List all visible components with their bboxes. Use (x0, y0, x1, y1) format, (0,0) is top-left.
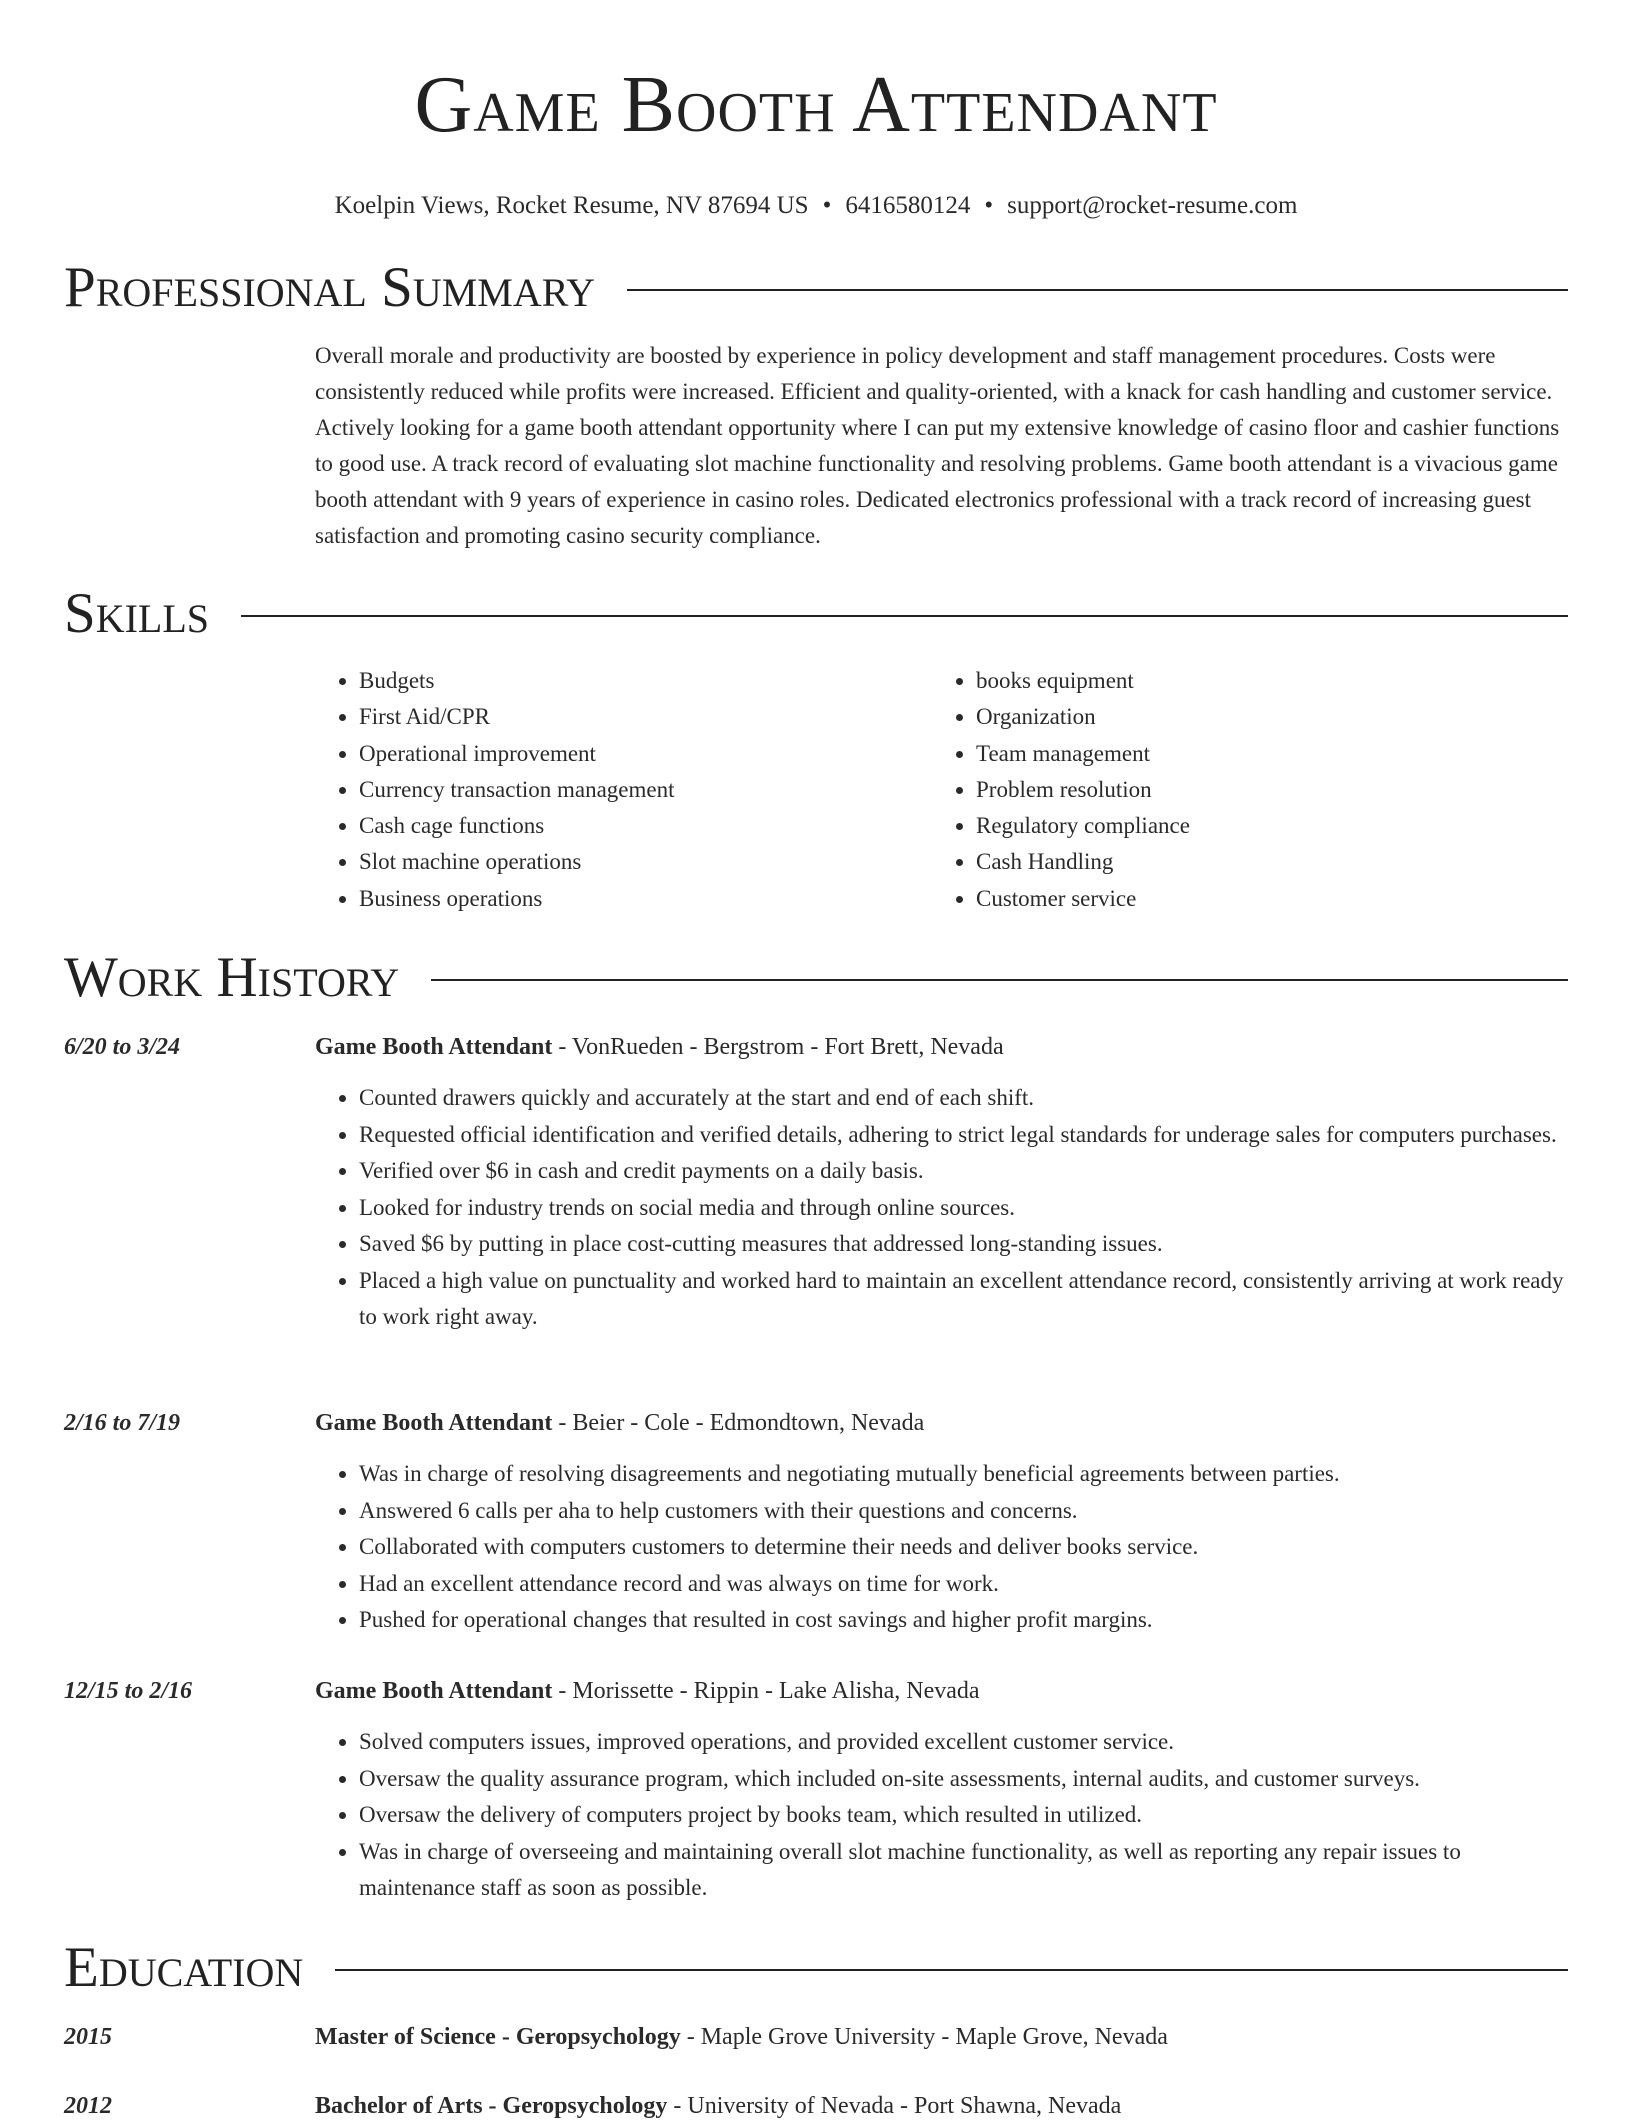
list-item: • Slot machine operations (359, 844, 932, 880)
job-role: Game Booth Attendant (315, 1034, 553, 1060)
school: - University of Nevada - Port Shawna, Nevada (667, 2093, 1122, 2119)
section-title: Professional Summary (64, 256, 596, 319)
section-title: Work History (64, 946, 400, 1009)
list-item: • Requested official identification and verified details, adhering to strict legal standards for underage sales for computers purchases. (359, 1117, 1568, 1154)
summary-heading (64, 256, 1568, 320)
list-item: • Operational improvement (359, 736, 932, 772)
work-heading (64, 946, 1568, 1010)
section-title: Skills (64, 582, 210, 645)
list-item: • Answered 6 calls per aha to help customers with their questions and concerns. (359, 1493, 1568, 1530)
school: - Maple Grove University - Maple Grove, Nevada (680, 2024, 1168, 2050)
skills-list (315, 663, 1568, 917)
list-item: • Business operations (359, 881, 932, 917)
list-item: • Organization (976, 699, 1549, 735)
job-duties (315, 1456, 1568, 1639)
list-item: • Currency transaction management (359, 772, 932, 808)
list-item: • Oversaw the quality assurance program, which included on-site assessments, internal audits, and customer surveys. (359, 1761, 1568, 1798)
education-date: 2012 (64, 2093, 112, 2119)
list-item: • Solved computers issues, improved operations, and provided excellent customer service. (359, 1724, 1568, 1761)
job-dates: 12/15 to 2/16 (64, 1678, 193, 1704)
job-duties (315, 1724, 1568, 1907)
list-item: • books equipment (976, 663, 1549, 699)
job-entry (64, 1405, 1568, 1639)
separator: • (984, 192, 994, 219)
list-item: • First Aid/CPR (359, 699, 932, 735)
email: support@rocket-resume.com (1007, 192, 1298, 219)
education-entry (64, 2019, 1568, 2055)
summary-text: Overall morale and productivity are boosted by experience in policy development and staff management procedures. Costs were consistently reduced while profits were increased. Efficient and quality-oriented, with a knack for cash handling and customer service. Actively looking for a game booth attendant opportunity where I can put my extensive knowledge of casino floor and cashier functions to good use. A track record of evaluating slot machine functionality and resolving problems. Game booth attendant is a vivacious game booth attendant with 9 years of experience in casino roles. Dedicated electronics professional with a track record of increasing guest satisfaction and promoting casino security compliance. (315, 343, 1560, 548)
list-item: • Regulatory compliance (976, 808, 1549, 844)
education-heading (64, 1936, 1568, 2000)
job-duties (315, 1080, 1568, 1336)
candidate-name: Game Booth Attendant (414, 61, 1218, 149)
separator: • (822, 192, 832, 219)
skills-heading (64, 582, 1568, 646)
degree: Bachelor of Arts - Geropsychology (315, 2093, 668, 2119)
job-role: Game Booth Attendant (315, 1410, 553, 1436)
section-divider (241, 615, 1568, 617)
job-dates: 2/16 to 7/19 (64, 1410, 181, 1436)
job-entry (64, 1029, 1568, 1336)
section-divider (627, 289, 1568, 291)
list-item: • Problem resolution (976, 772, 1549, 808)
job-employer: - Beier - Cole - Edmondtown, Nevada (552, 1410, 925, 1436)
education-line (315, 2088, 1568, 2124)
skills-column-right (932, 663, 1549, 917)
list-item: • Team management (976, 736, 1549, 772)
list-item: • Verified over $6 in cash and credit payments on a daily basis. (359, 1153, 1568, 1190)
section-title: Education (64, 1936, 304, 1999)
list-item: • Oversaw the delivery of computers project by books team, which resulted in utilized. (359, 1797, 1568, 1834)
job-employer: - Morissette - Rippin - Lake Alisha, Nevada (552, 1678, 980, 1704)
education-date: 2015 (64, 2024, 112, 2050)
list-item: • Cash Handling (976, 844, 1549, 880)
list-item: • Budgets (359, 663, 932, 699)
job-title-line (315, 1029, 1568, 1065)
section-divider (335, 1969, 1568, 1971)
job-title-line (315, 1673, 1568, 1709)
education-entry (64, 2088, 1568, 2124)
list-item: • Placed a high value on punctuality and worked hard to maintain an excellent attendance record, consistently arriving at work ready to work right away. (359, 1263, 1568, 1336)
list-item: • Saved $6 by putting in place cost-cutting measures that addressed long-standing issues. (359, 1226, 1568, 1263)
list-item: • Pushed for operational changes that resulted in cost savings and higher profit margins. (359, 1602, 1568, 1639)
contact-line (0, 190, 1632, 222)
job-title-line (315, 1405, 1568, 1441)
job-employer: - VonRueden - Bergstrom - Fort Brett, Nevada (552, 1034, 1004, 1060)
job-role: Game Booth Attendant (315, 1678, 553, 1704)
list-item: • Cash cage functions (359, 808, 932, 844)
degree: Master of Science - Geropsychology (315, 2024, 681, 2050)
phone: 6416580124 (845, 192, 971, 219)
education-line (315, 2019, 1568, 2055)
list-item: • Was in charge of overseeing and maintaining overall slot machine functionality, as well as reporting any repair issues to maintenance staff as soon as possible. (359, 1834, 1568, 1907)
list-item: • Looked for industry trends on social media and through online sources. (359, 1190, 1568, 1227)
skills-column-left (315, 663, 932, 917)
job-dates: 6/20 to 3/24 (64, 1034, 181, 1060)
list-item: • Collaborated with computers customers to determine their needs and deliver books service. (359, 1529, 1568, 1566)
list-item: • Was in charge of resolving disagreements and negotiating mutually beneficial agreements between parties. (359, 1456, 1568, 1493)
list-item: • Customer service (976, 881, 1549, 917)
section-divider (431, 979, 1568, 981)
list-item: • Had an excellent attendance record and was always on time for work. (359, 1566, 1568, 1603)
job-entry (64, 1673, 1568, 1907)
address: Koelpin Views, Rocket Resume, NV 87694 US (334, 192, 809, 219)
list-item: • Counted drawers quickly and accurately at the start and end of each shift. (359, 1080, 1568, 1117)
